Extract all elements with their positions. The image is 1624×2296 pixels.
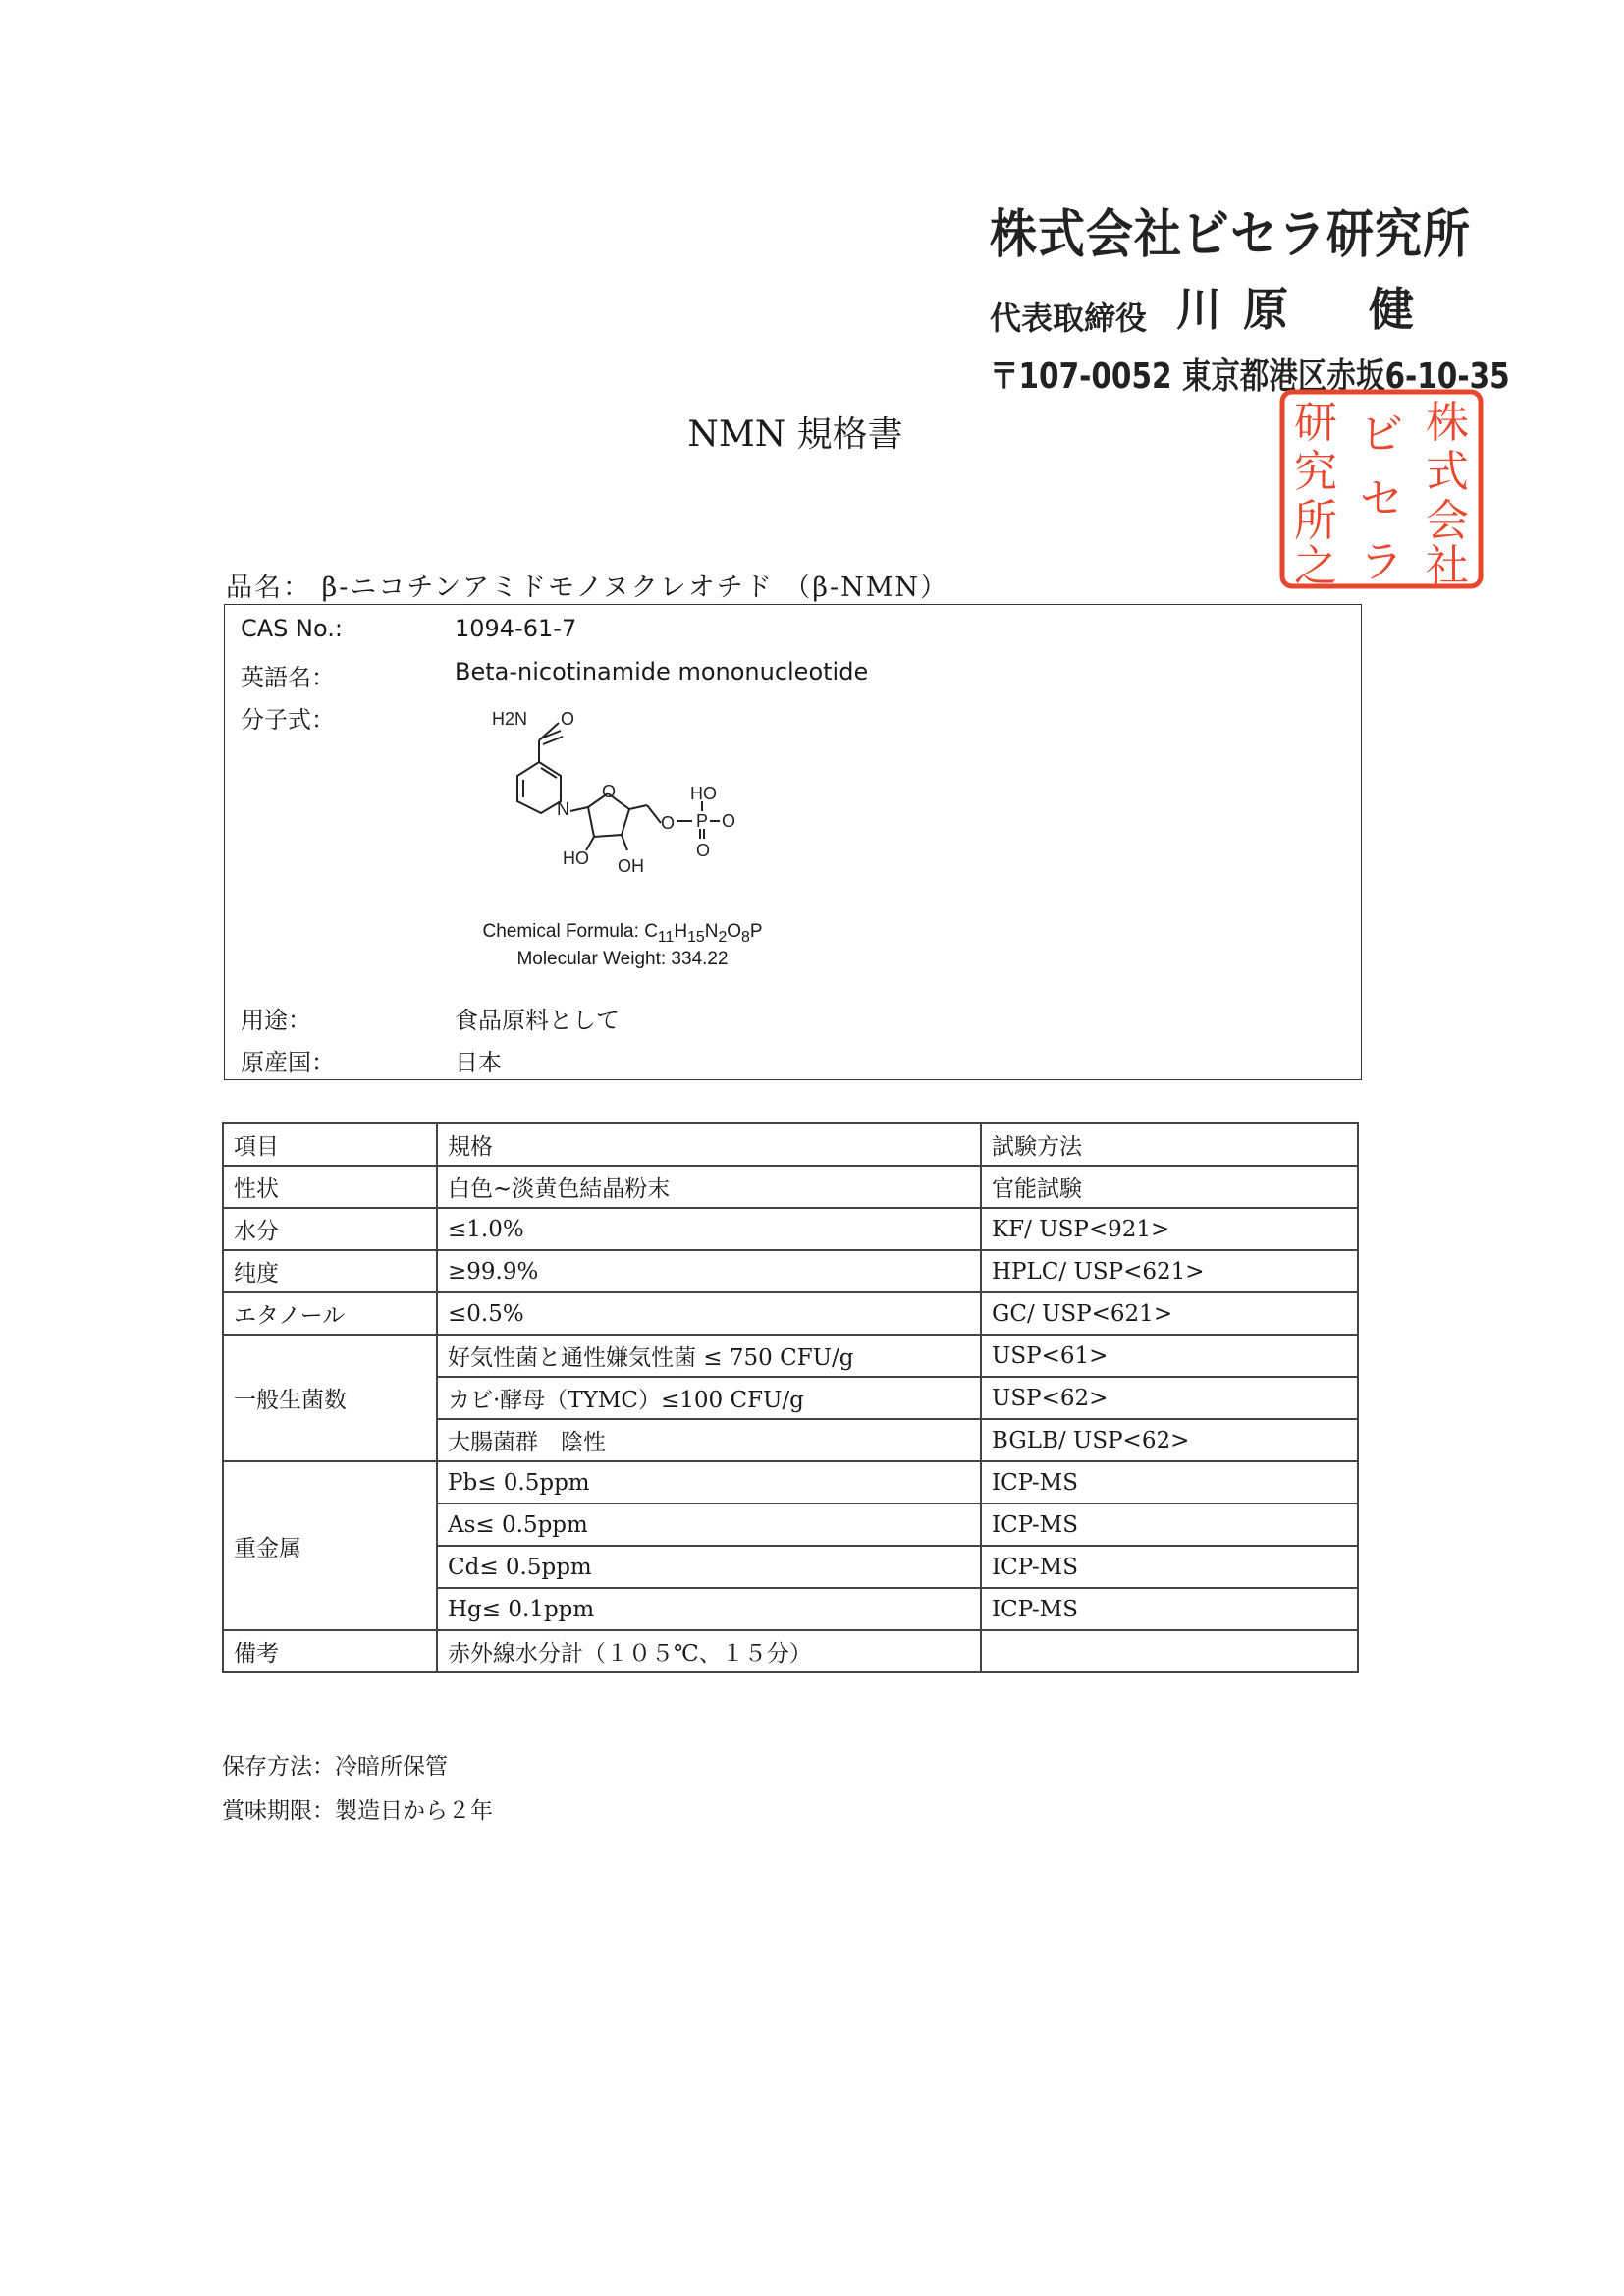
product-name: 品名： β-ニコチンアミドモノヌクレオチド （β-NMN）	[226, 573, 949, 603]
table-row	[223, 1208, 1358, 1250]
chemical-formula-label: Chemical Formula:	[482, 921, 645, 942]
cas-value: 1094-61-7	[455, 615, 577, 642]
remarks-method	[981, 1630, 1358, 1672]
row-spec: 大腸菌群 陰性	[437, 1419, 981, 1461]
svg-text:ラ: ラ	[1360, 537, 1403, 587]
row-method: HPLC/ USP<621>	[981, 1250, 1358, 1292]
storage-note: 保存方法：冷暗所保管	[222, 1754, 448, 1779]
remarks-label: 備考	[223, 1630, 437, 1672]
structure-label-ring-o: O	[602, 782, 617, 801]
row-item: 水分	[223, 1208, 437, 1250]
company-name: 株式会社ビセラ研究所	[990, 204, 1472, 265]
use-value: 食品原料として	[455, 1007, 620, 1034]
svg-text:株: 株	[1426, 398, 1469, 448]
structure-label-ho-phos: HO	[690, 784, 717, 803]
product-info-box	[224, 604, 1362, 1080]
row-spec: 好気性菌と通性嫌気性菌 ≤ 750 CFU/g	[437, 1335, 981, 1377]
row-method: ICP-MS	[981, 1546, 1358, 1588]
row-spec: As≤ 0.5ppm	[437, 1503, 981, 1546]
representative	[990, 274, 1624, 339]
formula-o-count: 8	[741, 928, 750, 946]
row-spec: ≤1.0%	[437, 1208, 981, 1250]
structure-label-o-double: O	[696, 841, 711, 860]
formula-c-count: 11	[657, 928, 675, 946]
row-spec: Pb≤ 0.5ppm	[437, 1461, 981, 1503]
svg-text:之: 之	[1294, 541, 1337, 590]
svg-text:究: 究	[1294, 447, 1337, 497]
row-item: 纯度	[223, 1250, 437, 1292]
cas-label: CAS No.:	[241, 615, 343, 642]
representative-role: 代表取締役	[990, 300, 1148, 337]
row-method: USP<62>	[981, 1377, 1358, 1419]
english-name-label: 英語名：	[241, 664, 335, 691]
row-spec: ≥99.9%	[437, 1250, 981, 1292]
metal-group-label: 重金属	[223, 1461, 437, 1630]
structure-label-ho-left: HO	[563, 848, 589, 868]
row-spec: Hg≤ 0.1ppm	[437, 1588, 981, 1630]
structure-label-o-minus: O	[722, 811, 736, 831]
formula-label: 分子式：	[241, 706, 335, 734]
table-row	[223, 1250, 1358, 1292]
document-title: NMN 規格書	[687, 414, 903, 455]
row-method: ICP-MS	[981, 1503, 1358, 1546]
table-header-row	[223, 1123, 1358, 1166]
structure-label-p: P	[696, 811, 709, 831]
representative-name-2: 原	[1243, 283, 1289, 336]
use-label: 用途：	[241, 1007, 311, 1034]
table-row	[223, 1166, 1358, 1208]
row-method: 官能試験	[981, 1166, 1358, 1208]
structure-label-oh-right: OH	[618, 856, 644, 876]
row-method: KF/ USP<921>	[981, 1208, 1358, 1250]
header-method: 試験方法	[981, 1123, 1358, 1166]
microbe-group-label: 一般生菌数	[223, 1335, 437, 1461]
english-name-value: Beta-nicotinamide mononucleotide	[455, 658, 869, 685]
row-item: 性状	[223, 1166, 437, 1208]
header-item: 項目	[223, 1123, 437, 1166]
origin-label: 原産国：	[241, 1049, 335, 1076]
row-method: USP<61>	[981, 1335, 1358, 1377]
chemical-formula: Chemical Formula: $C_{11}H_{15}N_2O_8P$	[482, 921, 763, 946]
table-row	[223, 1292, 1358, 1335]
row-item: エタノール	[223, 1292, 437, 1335]
remarks-value: 赤外線水分計（１０５℃、１５分）	[437, 1630, 981, 1672]
structure-label-carbonyl-o: O	[561, 709, 575, 729]
row-method: ICP-MS	[981, 1461, 1358, 1503]
row-method: BGLB/ USP<62>	[981, 1419, 1358, 1461]
svg-text:ビ: ビ	[1360, 410, 1403, 460]
formula-h-count: 15	[687, 928, 705, 946]
svg-text:会: 会	[1426, 496, 1469, 546]
svg-text:所: 所	[1294, 496, 1337, 546]
specification-table	[222, 1122, 1359, 1673]
representative-name-1: 川	[1176, 283, 1222, 336]
table-row	[223, 1335, 1358, 1377]
row-method: ICP-MS	[981, 1588, 1358, 1630]
svg-text:セ: セ	[1360, 474, 1403, 524]
origin-value: 日本	[455, 1049, 502, 1076]
svg-text:社: 社	[1426, 541, 1469, 590]
structure-label-n-plus: N	[557, 799, 569, 819]
company-address: 〒107-0052 東京都港区赤坂6-10-35	[990, 356, 1510, 397]
molecular-structure	[451, 703, 785, 949]
company-header	[990, 192, 1624, 399]
shelf-life-note: 賞味期限：製造日から２年	[222, 1798, 493, 1824]
row-method: GC/ USP<621>	[981, 1292, 1358, 1335]
representative-name-3: 健	[1369, 283, 1415, 336]
svg-text:研: 研	[1294, 398, 1337, 448]
row-spec: 白色~淡黄色結晶粉末	[437, 1166, 981, 1208]
row-spec: カビ·酵母（TYMC）≤100 CFU/g	[437, 1377, 981, 1419]
structure-label-amide: H2N	[492, 709, 528, 729]
table-row	[223, 1461, 1358, 1503]
svg-text:式: 式	[1426, 447, 1469, 497]
molecular-weight: Molecular Weight: 334.22	[516, 949, 729, 969]
header-spec: 規格	[437, 1123, 981, 1166]
table-row	[223, 1630, 1358, 1672]
structure-label-o-link: O	[661, 813, 676, 833]
formula-n-count: 2	[718, 928, 728, 946]
row-spec: ≤0.5%	[437, 1292, 981, 1335]
row-spec: Cd≤ 0.5ppm	[437, 1546, 981, 1588]
